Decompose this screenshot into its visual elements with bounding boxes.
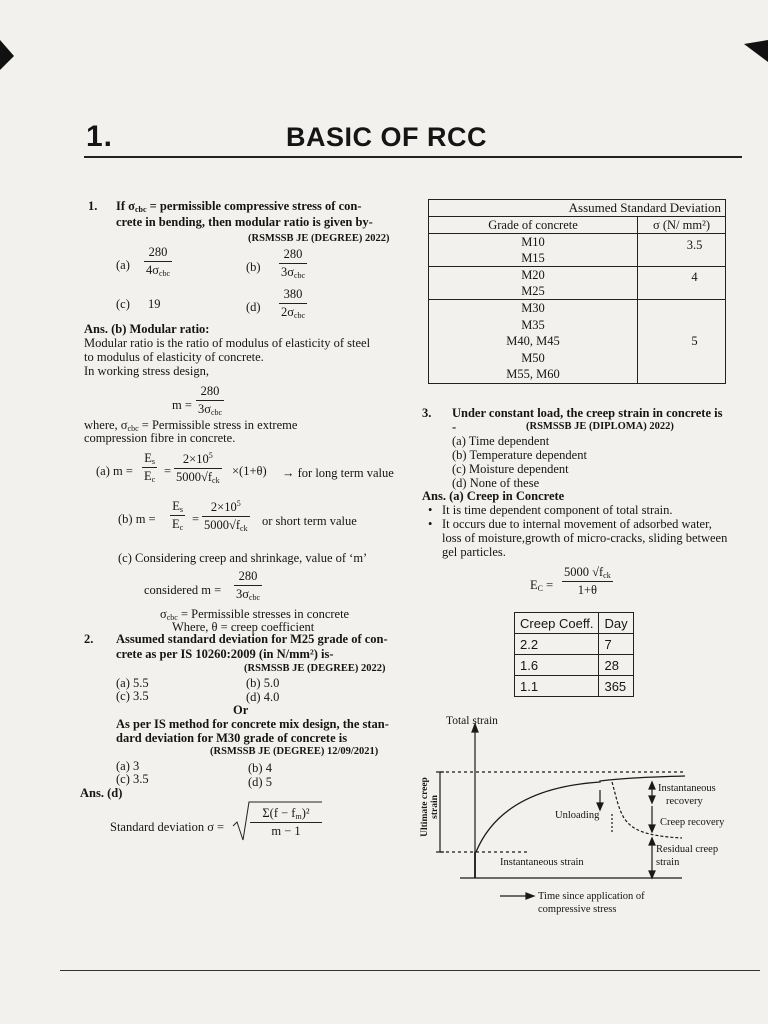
- creep-table-cell: 1.6: [515, 655, 599, 676]
- diagram-inst-recovery-l2: recovery: [666, 796, 703, 807]
- diagram-unloading: Unloading: [555, 810, 600, 821]
- sd-table-value-g2: 4: [638, 267, 726, 300]
- q3-bullet1: • It is time dependent component of total strain.: [442, 503, 673, 517]
- sd-table-value-g3: 5: [638, 300, 726, 384]
- residual-arrow-top: [649, 838, 655, 845]
- creep-coefficient-table: [514, 612, 634, 697]
- q1-number: 1.: [88, 199, 98, 213]
- modular-ratio-eq: m =: [172, 398, 192, 412]
- sd-table-grades-g2: M20 M25: [429, 267, 638, 300]
- considered-label: considered m =: [144, 583, 222, 597]
- footer-rule: [60, 970, 760, 971]
- q3-bullet2-line1: • It occurs due to internal movement of adsorbed water,: [442, 517, 712, 531]
- diagram-inst-strain: Instantaneous strain: [500, 857, 584, 868]
- q2-source: (RSMSSB JE (DEGREE) 2022): [244, 663, 386, 674]
- diagram-residual-l2: strain: [656, 857, 680, 868]
- ec-label: $E_C$ =: [530, 578, 554, 593]
- q3-bullet2-line3: gel particles.: [442, 545, 506, 559]
- modular-ratio-fraction: 280 $3\sigma_{cbc}$: [198, 384, 223, 417]
- header-rule: [84, 156, 742, 158]
- creep-table-cell: 28: [599, 655, 633, 676]
- q3-source: (RSMSSB JE (DIPLOMA) 2022): [526, 421, 674, 432]
- q1-text-line1: If $\sigma_{cbc}$ = permissible compressive stress of con-: [116, 199, 362, 214]
- creep-table-cell: 365: [599, 676, 633, 697]
- diagram-residual-l1: Residual creep: [656, 844, 719, 855]
- creep-table-cell: 1.1: [515, 676, 599, 697]
- q2-option-c: (c) 3.5: [116, 689, 149, 703]
- q2-alt-line1: As per IS method for concrete mix design, the stan-: [116, 717, 389, 731]
- q3-option-d: (d) None of these: [452, 476, 540, 490]
- diagram-ultimate-label: Ultimate creep strain: [420, 777, 440, 837]
- q2-answer: Ans. (d): [80, 786, 123, 800]
- q2-or: Or: [233, 703, 249, 717]
- q3-text-line1: Under constant load, the creep strain in concrete is: [452, 406, 723, 420]
- q1-text-line2: crete in bending, then modular ratio is given by-: [116, 215, 373, 229]
- q1-option-c-value: 19: [148, 297, 161, 311]
- sd-formula-label: Standard deviation σ =: [110, 820, 225, 834]
- sd-table-title: Assumed Standard Deviation: [568, 200, 721, 215]
- q2-number: 2.: [84, 632, 94, 646]
- q3-option-b: (b) Temperature dependent: [452, 448, 587, 462]
- formula-b-fraction: $2\times 10^5$ $5000√f_{ck}$: [204, 499, 248, 533]
- formula-a-es-ec: $\frac{E_s}{E_c}$: [144, 451, 156, 484]
- sigma-definition: $\sigma_{cbc}$ = Permissible stresses in concrete: [160, 607, 350, 622]
- inst-recovery-arrow-bottom: [649, 796, 655, 803]
- residual-arrow-bottom: [649, 871, 655, 878]
- where-line1: where, $\sigma_{cbc}$ = Permissible stress in extreme: [84, 418, 298, 433]
- formula-a-tail: ×(1+θ): [232, 464, 267, 478]
- creep-table-header-coeff: Creep Coeff.: [515, 613, 599, 634]
- q2-text-line1: Assumed standard deviation for M25 grade of con-: [116, 632, 388, 646]
- q1-option-a-label: (a): [116, 258, 130, 272]
- inst-recovery-arrow-top: [649, 782, 655, 789]
- q3-dash: -: [452, 420, 457, 434]
- considered-fraction: 280 $3\sigma_{cbc}$: [236, 569, 261, 602]
- q2-option-a: (a) 5.5: [116, 676, 149, 690]
- q3-number: 3.: [422, 406, 432, 420]
- q1-source: (RSMSSB JE (DEGREE) 2022): [248, 233, 390, 244]
- theta-definition: Where, θ = creep coefficient: [172, 620, 315, 634]
- formula-a-fraction: $2\times 10^5$ $5000√f_{ck}$: [176, 451, 220, 485]
- q2-alt-option-d: (d) 5: [248, 775, 272, 789]
- formula-a-note: → for long term value: [282, 466, 394, 480]
- formula-b-label: (b) m =: [118, 512, 156, 526]
- corner-mark-right: [740, 40, 768, 70]
- sd-table-col-grade: Grade of concrete: [429, 217, 638, 234]
- formula-c-text: (c) Considering creep and shrinkage, value of ‘m’: [118, 551, 368, 565]
- q2-alt-option-c: (c) 3.5: [116, 772, 149, 786]
- creep-table-header-day: Day: [599, 613, 633, 634]
- chapter-number: 1.: [86, 120, 114, 153]
- diagram-x-label-l2: compressive stress: [538, 904, 617, 915]
- formula-a-label: (a) m =: [96, 464, 133, 478]
- q1-explanation-line2: to modulus of elasticity of concrete.: [84, 350, 264, 364]
- q3-bullet2-line2: loss of moisture,growth of micro-cracks, sliding between: [442, 531, 728, 545]
- q1-option-d-fraction: 380 $2\sigma_{cbc}$: [281, 287, 306, 320]
- sd-fraction: $\frac{\Sigma(f - f_m)^2}{m - 1}$: [250, 806, 322, 839]
- q3-option-a: (a) Time dependent: [452, 434, 550, 448]
- corner-mark-left: [0, 40, 20, 80]
- creep-table-cell: 7: [599, 634, 633, 655]
- sd-table-title-cell: [568, 200, 726, 217]
- q1-option-b-fraction: 280 $3\sigma_{cbc}$: [281, 247, 306, 280]
- creep-table-cell: 2.2: [515, 634, 599, 655]
- sd-table-col-sigma: σ (N/ mm²): [638, 217, 726, 234]
- q3-option-c: (c) Moisture dependent: [452, 462, 569, 476]
- q1-answer: Ans. (b) Modular ratio:: [84, 322, 210, 336]
- formula-b-note: or short term value: [262, 514, 357, 528]
- q2-option-b: (b) 5.0: [246, 676, 280, 690]
- q2-alt-line2: dard deviation for M30 grade of concrete is: [116, 731, 348, 745]
- q2-alt-option-a: (a) 3: [116, 759, 140, 773]
- x-label-arrow-head: [526, 893, 534, 899]
- q1-option-b-label: (b): [246, 260, 261, 274]
- standard-deviation-table: [428, 199, 726, 384]
- q2-alt-source: (RSMSSB JE (DEGREE) 12/09/2021): [210, 746, 379, 757]
- q2-option-d: (d) 4.0: [246, 690, 280, 704]
- q1-option-a-fraction: 280 $4\sigma_{cbc}$: [146, 245, 171, 278]
- formula-b-es-ec: $\frac{E_s}{E_c}$: [172, 499, 184, 532]
- q1-explanation-line1: Modular ratio is the ratio of modulus of elasticity of steel: [84, 336, 371, 350]
- q2-alt-option-b: (b) 4: [248, 761, 272, 775]
- formula-b-equals: =: [192, 512, 200, 526]
- diagram-y-label: Total strain: [446, 715, 498, 727]
- q2-text-line2: crete as per IS 10260:2009 (in N/mm²) is-: [116, 647, 334, 661]
- sd-table-grades-g3: M30 M35 M40, M45 M50 M55, M60: [429, 300, 638, 384]
- diagram-x-label-l1: Time since application of: [538, 891, 645, 902]
- diagram-creep-recovery: Creep recovery: [660, 817, 725, 828]
- sd-table-value-g1: 3.5: [638, 234, 726, 267]
- diagram-inst-recovery-l1: Instantaneous: [658, 783, 716, 794]
- where-line2: compression fibre in concrete.: [84, 431, 236, 445]
- formula-a-equals: =: [164, 464, 172, 478]
- q1-option-d-label: (d): [246, 300, 261, 314]
- creep-recovery-arrow-head: [649, 825, 655, 832]
- q1-option-c-label: (c): [116, 297, 130, 311]
- ec-fraction: 5000 $√f_{ck}$ 1+θ: [564, 565, 611, 597]
- chapter-title: BASIC OF RCC: [286, 122, 487, 152]
- sd-table-grades-g1: M10 M15: [429, 234, 638, 267]
- q3-answer: Ans. (a) Creep in Concrete: [422, 489, 565, 503]
- q1-explanation-line3: In working stress design,: [84, 364, 209, 378]
